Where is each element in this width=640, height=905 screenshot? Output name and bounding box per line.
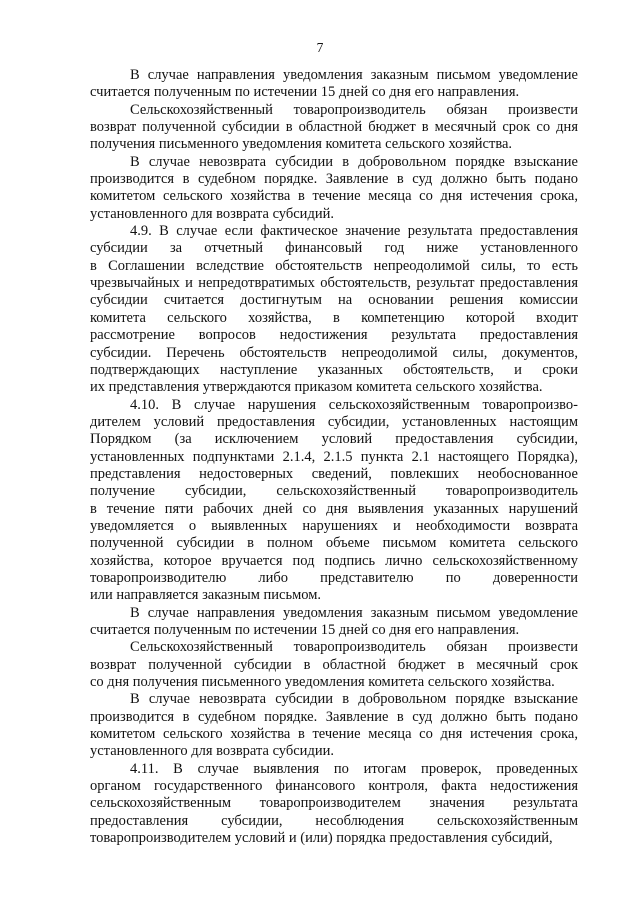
paragraph-court-recovery <box>90 154 578 223</box>
text-line: товаропроизводителю либо представителю по доверенности <box>90 569 578 586</box>
text-line: подтверждающих наступление указанных обстоятельств, и сроки <box>90 361 578 378</box>
text-line: 4.9. В случае если фактическое значение результата предоставления <box>130 223 578 240</box>
text-line: 4.11. В случае выявления по итогам проверок, проведенных <box>130 760 578 777</box>
text-line: дителем условий предоставления субсидии, установленных настоящим <box>90 413 578 430</box>
text-line: возврат полученной субсидии в областной бюджет в месячный срок <box>90 656 578 673</box>
text-line: их представления утверждаются приказом комитета сельского хозяйства. <box>90 379 543 396</box>
text-line: полученной субсидии в полном объеме письмом комитета сельского <box>90 535 578 552</box>
page-number: 7 <box>316 40 324 55</box>
text-line: В случае направления уведомления заказным письмом уведомление <box>130 604 578 621</box>
text-line: Сельскохозяйственный товаропроизводитель обязан произвести <box>130 101 578 118</box>
text-line: органом государственного финансового контроля, факта недостижения <box>90 778 578 795</box>
paragraph-court-recovery-repeat <box>90 691 578 760</box>
paragraph-4-10-violation <box>90 397 578 605</box>
text-line: чрезвычайных и непредотвратимых обстоятельств, результат предоставления <box>90 275 578 292</box>
text-line: В случае невозврата субсидии в добровольном порядке взыскание <box>130 153 578 170</box>
text-line: субсидии считается достигнутым на основании решения комиссии <box>90 292 578 309</box>
text-line: установленных подпунктами 2.1.4, 2.1.5 пункта 2.1 настоящего Порядка), <box>90 448 578 465</box>
paragraph-notice-delivery <box>90 67 578 102</box>
text-line: установленного для возврата субсидии. <box>90 743 334 760</box>
text-line: в Соглашении вследствие обстоятельств непреодолимой силы, то есть <box>90 257 578 274</box>
text-line: Сельскохозяйственный товаропроизводитель обязан произвести <box>130 639 578 656</box>
text-line: предоставления субсидии, несоблюдения сельскохозяйственным <box>90 812 578 829</box>
text-line: сельскохозяйственным товаропроизводителем значения результата <box>90 795 578 812</box>
paragraph-refund-obligation <box>90 102 578 154</box>
text-line: производится в судебном порядке. Заявление в суд должно быть подано <box>90 708 578 725</box>
text-line: возврат полученной субсидии в областной бюджет в месячный срок со дня <box>90 119 578 136</box>
document-body <box>90 67 578 847</box>
text-line: В случае направления уведомления заказным письмом уведомление <box>130 67 578 83</box>
text-line: считается полученным по истечении 15 дней со дня его направления. <box>90 622 520 638</box>
text-line: или направляется заказным письмом. <box>90 587 322 604</box>
text-line: хозяйства, которое вручается под подпись лично сельскохозяйственному <box>90 552 578 569</box>
paragraph-4-9-force-majeure <box>90 223 578 396</box>
paragraph-refund-obligation-repeat <box>90 639 578 691</box>
text-line: получения письменного уведомления комитета сельского хозяйства. <box>90 136 513 153</box>
text-line: считается полученным по истечении 15 дней со дня его направления. <box>90 84 520 101</box>
text-line: получение субсидии, сельскохозяйственный товаропроизводитель <box>90 483 578 500</box>
text-line: уведомляется о выявленных нарушениях и необходимости возврата <box>90 517 578 534</box>
text-line: со дня получения письменного уведомления комитета сельского хозяйства. <box>90 674 555 691</box>
paragraph-4-11-audit <box>90 761 578 848</box>
text-line: 4.10. В случае нарушения сельскохозяйственным товаропроизво- <box>130 396 578 413</box>
text-line: комитетом сельского хозяйства в течение месяца со дня истечения срока, <box>90 726 578 743</box>
text-line: В случае невозврата субсидии в добровольном порядке взыскание <box>130 691 578 708</box>
text-line: в течение пяти рабочих дней со дня выявления указанных нарушений <box>90 500 578 517</box>
text-line: субсидии за отчетный финансовый год ниже установленного <box>90 240 578 257</box>
text-line: комитетом сельского хозяйства в течение месяца со дня истечения срока, <box>90 188 578 205</box>
text-line: рассмотрение вопросов недостижения результата предоставления <box>90 327 578 344</box>
text-line: Порядком (за исключением условий предоставления субсидии, <box>90 431 578 448</box>
text-line: товаропроизводителем условий и (или) порядка предоставления субсидий, <box>90 830 553 847</box>
text-line: субсидии. Перечень обстоятельств непреодолимой силы, документов, <box>90 344 578 361</box>
text-line: производится в судебном порядке. Заявление в суд должно быть подано <box>90 171 578 188</box>
text-line: установленного для возврата субсидий. <box>90 205 334 222</box>
paragraph-notice-delivery-repeat <box>90 605 578 640</box>
text-line: представления недостоверных сведений, повлекших необоснованное <box>90 465 578 482</box>
text-line: комитета сельского хозяйства, в компетенцию которой входит <box>90 309 578 326</box>
